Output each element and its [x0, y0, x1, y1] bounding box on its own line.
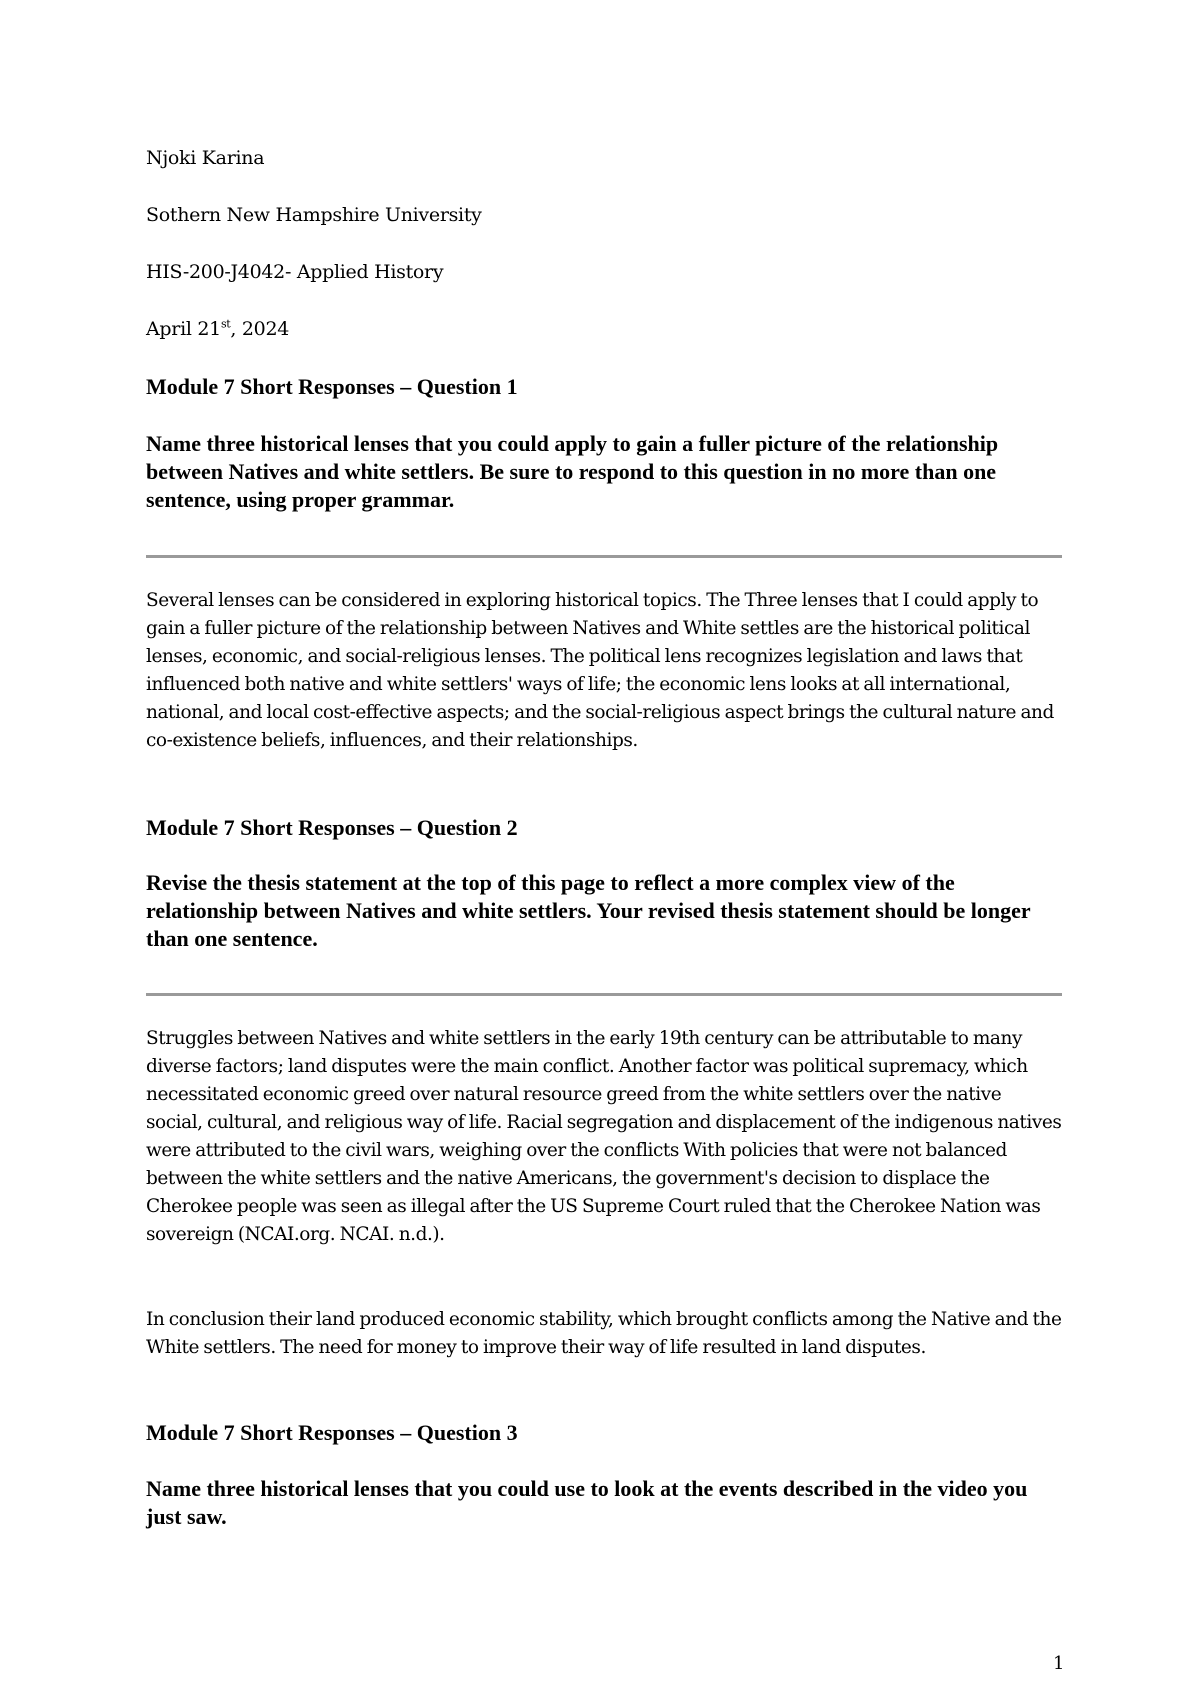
- question-1-prompt: Name three historical lenses that you could apply to gain a fuller picture of the relationship between Natives and white settlers. Be sure to respond to this question in no more than one sentence, using proper grammar.: [146, 431, 999, 512]
- question-1-heading: Module 7 Short Responses – Question 1: [146, 374, 518, 399]
- question-1-divider: [146, 555, 1062, 558]
- question-2-answer-paragraph-2: In conclusion their land produced economic stability, which brought conflicts among the Native and the White settlers. The need for money to improve their way of life resulted in land disputes.: [146, 1309, 1062, 1358]
- document-page: [146, 0, 1065, 1696]
- question-2-prompt: Revise the thesis statement at the top of this page to reflect a more complex view of the relationship between Natives and white settlers. Your revised thesis statement should be longer than one sentence.: [146, 870, 1031, 951]
- question-2-divider: [146, 993, 1062, 996]
- author-name: Njoki Karina: [146, 147, 265, 169]
- page-number: 1: [1053, 1653, 1065, 1674]
- institution-name: Sothern New Hampshire University: [146, 204, 482, 226]
- date-year: , 2024: [230, 318, 290, 340]
- question-3-heading: Module 7 Short Responses – Question 3: [146, 1420, 518, 1445]
- course-name: HIS-200-J4042- Applied History: [146, 261, 444, 283]
- date-main: April 21: [146, 318, 221, 340]
- date-ordinal-suffix: st: [220, 317, 231, 331]
- question-3-prompt: Name three historical lenses that you could use to look at the events described in the video you just saw.: [146, 1476, 1028, 1529]
- question-2-heading: Module 7 Short Responses – Question 2: [146, 815, 518, 840]
- question-2-answer-paragraph-1: Struggles between Natives and white settlers in the early 19th century can be attributable to many diverse factors; land disputes were the main conflict. Another factor was political supremacy, which necessitated economic greed over natural resource greed from the white settlers over the native social, cultural, and religious way of life. Racial segregation and displacement of the indigenous natives were attributed to the civil wars, weighing over the conflicts With policies that were not balanced between the white settlers and the native Americans, the government's decision to displace the Cherokee people was seen as illegal after the US Supreme Court ruled that the Cherokee Nation was sovereign (NCAI.org. NCAI. n.d.).: [146, 1028, 1062, 1245]
- question-1-answer: Several lenses can be considered in exploring historical topics. The Three lenses that I could apply to gain a fuller picture of the relationship between Natives and White settles are the historical political lenses, economic, and social-religious lenses. The political lens recognizes legislation and laws that influenced both native and white settlers' ways of life; the economic lens looks at all international, national, and local cost-effective aspects; and the social-religious aspect brings the cultural nature and co-existence beliefs, influences, and their relationships.: [146, 590, 1054, 751]
- submission-date: [146, 318, 289, 340]
